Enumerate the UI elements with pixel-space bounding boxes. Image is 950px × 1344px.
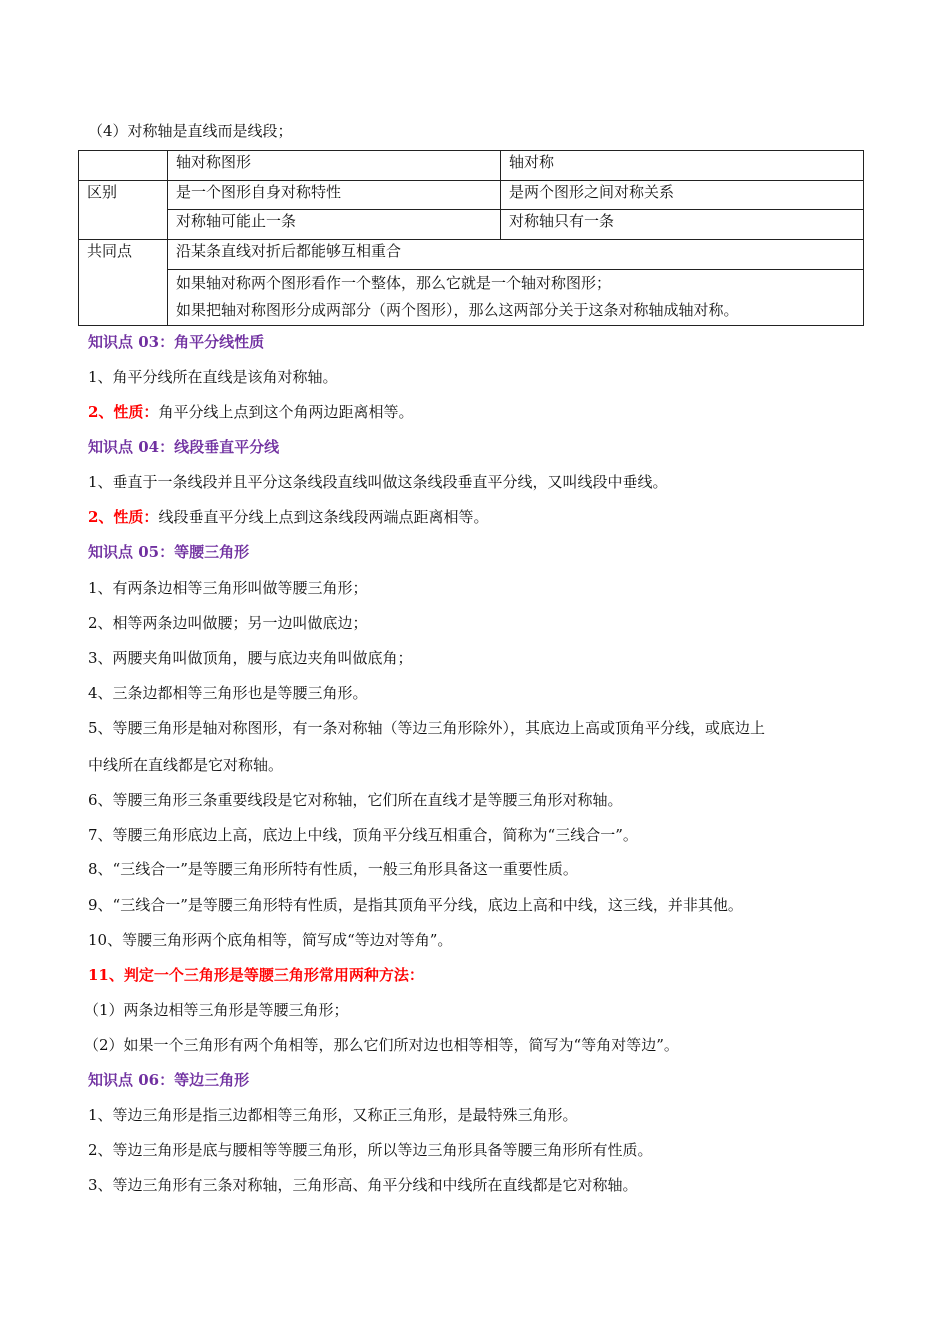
kp04-item2: [88, 507, 488, 527]
table-row: [79, 181, 864, 210]
comparison-table: [78, 150, 864, 326]
diff-row1-symmetry: 是两个图形之间对称关系: [501, 181, 864, 210]
table-row: [79, 210, 864, 240]
kp04-item1: 1、垂直于一条线段并且平分这条线段直线叫做这条线段垂直平分线，又叫线段中垂线。: [88, 473, 668, 491]
kp06-item: 2、等边三角形是底与腰相等等腰三角形，所以等边三角形具备等腰三角形所有性质。: [88, 1141, 653, 1159]
kp05-method2: （2）如果一个三角形有两个角相等，那么它们所对边也相等相等，简写为“等角对等边”。: [84, 1036, 679, 1054]
common-row2-line1: 如果轴对称两个图形看作一个整体，那么它就是一个轴对称图形；: [176, 274, 612, 292]
table-header-empty: [79, 151, 168, 181]
diff-row2-figure: 对称轴可能止一条: [168, 210, 501, 240]
kp06-item: 3、等边三角形有三条对称轴，三角形高、角平分线和中线所在直线都是它对称轴。: [88, 1176, 638, 1194]
kp05-title: 知识点 05：等腰三角形: [88, 543, 250, 561]
common-label: 共同点: [79, 240, 168, 326]
table-row: [79, 240, 864, 270]
diff-row1-figure: 是一个图形自身对称特性: [168, 181, 501, 210]
kp06-item: 1、等边三角形是指三边都相等三角形，又称正三角形，是最特殊三角形。: [88, 1106, 578, 1124]
kp06-title: 知识点 06：等边三角形: [88, 1071, 250, 1089]
kp05-item: 4、三条边都相等三角形也是等腰三角形。: [88, 684, 368, 702]
kp05-item11: 11、判定一个三角形是等腰三角形常用两种方法：: [88, 966, 424, 984]
diff-row2-symmetry: 对称轴只有一条: [501, 210, 864, 240]
table-header-symmetry: 轴对称: [501, 151, 864, 181]
kp03-item2: [88, 402, 413, 422]
kp03-item2-label: 2、性质：: [88, 403, 159, 421]
kp03-item1: 1、角平分线所在直线是该角对称轴。: [88, 368, 338, 386]
common-row2: [168, 270, 864, 326]
kp05-method1: （1）两条边相等三角形是等腰三角形；: [84, 1001, 349, 1019]
kp05-item: 中线所在直线都是它对称轴。: [88, 756, 284, 774]
common-row2-line2: 如果把轴对称图形分成两部分（两个图形），那么这两部分关于这条对称轴成轴对称。: [176, 301, 739, 319]
kp05-item: 3、两腰夹角叫做顶角，腰与底边夹角叫做底角；: [88, 649, 413, 667]
table-row: [79, 270, 864, 326]
kp03-item2-text: 角平分线上点到这个角两边距离相等。: [158, 403, 414, 421]
kp05-item: 8、“三线合一”是等腰三角形所特有性质，一般三角形具备这一重要性质。: [88, 860, 578, 878]
kp03-title: 知识点 03：角平分线性质: [88, 333, 265, 351]
common-row1: 沿某条直线对折后都能够互相重合: [168, 240, 864, 270]
kp04-item2-label: 2、性质：: [88, 508, 159, 526]
kp05-item: 10、等腰三角形两个底角相等，简写成“等边对等角”。: [88, 931, 453, 949]
kp04-title: 知识点 04：线段垂直平分线: [88, 438, 280, 456]
kp05-item: 6、等腰三角形三条重要线段是它对称轴，它们所在直线才是等腰三角形对称轴。: [88, 791, 623, 809]
kp05-item: 9、“三线合一”是等腰三角形特有性质，是指其顶角平分线，底边上高和中线，这三线，并非其他。: [88, 896, 743, 914]
table-header-row: [79, 151, 864, 181]
kp05-item: 7、等腰三角形底边上高，底边上中线，顶角平分线互相重合，简称为“三线合一”。: [88, 826, 638, 844]
diff-label: 区别: [79, 181, 168, 240]
kp05-item: 2、相等两条边叫做腰；另一边叫做底边；: [88, 614, 368, 632]
kp04-item2-text: 线段垂直平分线上点到这条线段两端点距离相等。: [158, 508, 489, 526]
kp05-item: 5、等腰三角形是轴对称图形，有一条对称轴（等边三角形除外），其底边上高或顶角平分线，或底边上: [88, 719, 766, 737]
table-header-figure: 轴对称图形: [168, 151, 501, 181]
kp05-item: 1、有两条边相等三角形叫做等腰三角形；: [88, 579, 368, 597]
intro-line: （4）对称轴是直线而是线段；: [88, 122, 293, 140]
